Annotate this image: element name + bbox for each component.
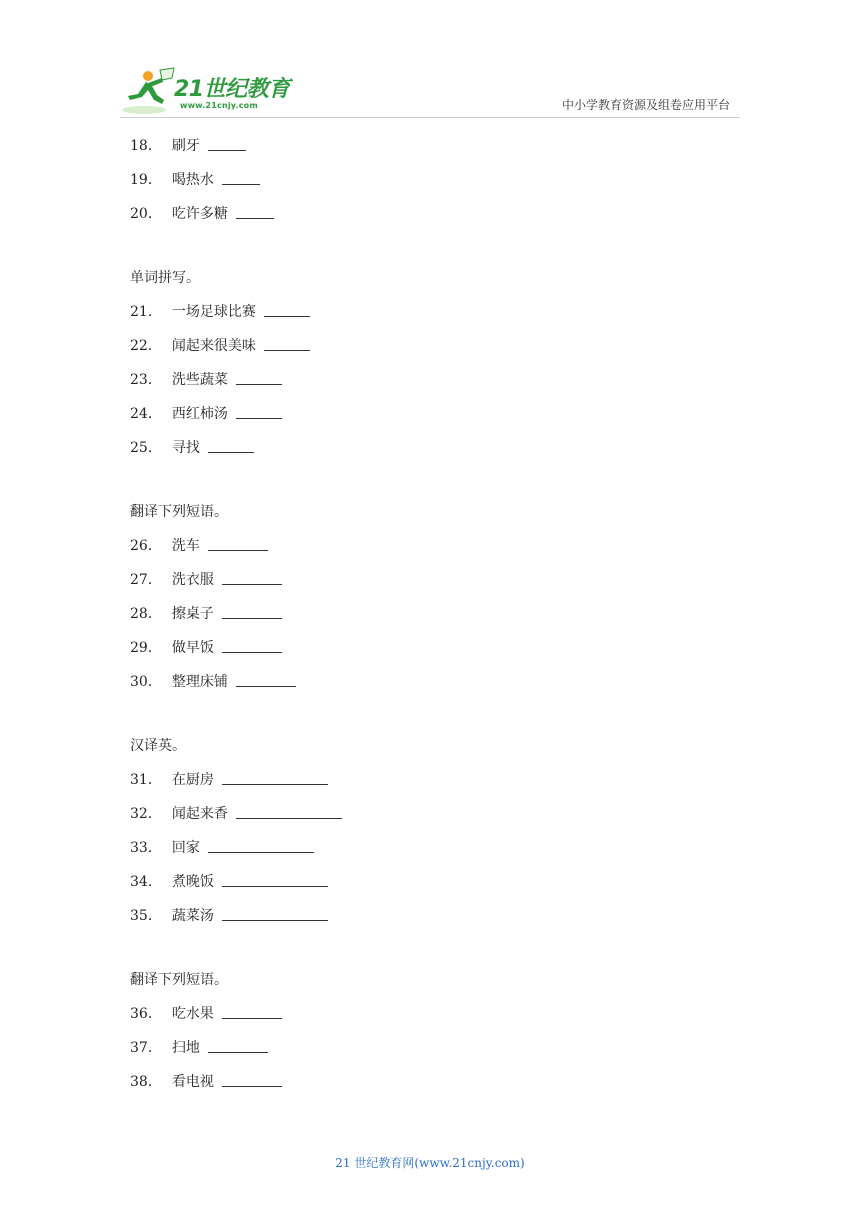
question-item bbox=[130, 770, 750, 804]
question-number: 37． bbox=[130, 1040, 162, 1056]
question-number: 30． bbox=[130, 674, 162, 690]
page-footer[interactable]: 21 世纪教育网(www.21cnjy.com) bbox=[335, 1156, 525, 1170]
question-number: 25． bbox=[130, 440, 162, 456]
question-item bbox=[130, 804, 750, 838]
question-text: 洗车 bbox=[171, 538, 200, 554]
section-title: 汉译英。 bbox=[130, 738, 186, 754]
logo-url: www.21cnjy.com bbox=[180, 101, 258, 110]
question-item bbox=[130, 604, 750, 638]
question-number: 33． bbox=[130, 840, 162, 856]
question-text: 吃许多糖 bbox=[171, 206, 228, 222]
brand-logo[interactable] bbox=[118, 66, 298, 118]
question-item bbox=[130, 438, 750, 472]
section-title: 单词拼写。 bbox=[130, 270, 200, 286]
question-number: 32． bbox=[130, 806, 162, 822]
question-text: 一场足球比赛 bbox=[171, 304, 256, 320]
answer-blank[interactable] bbox=[222, 1004, 282, 1019]
question-item bbox=[130, 336, 750, 370]
question-list bbox=[130, 136, 750, 1106]
question-text: 喝热水 bbox=[171, 172, 214, 188]
answer-blank[interactable] bbox=[236, 672, 296, 687]
answer-blank[interactable] bbox=[222, 170, 260, 185]
question-item bbox=[130, 906, 750, 940]
answer-blank[interactable] bbox=[222, 638, 282, 653]
question-item bbox=[130, 536, 750, 570]
question-number: 35． bbox=[130, 908, 162, 924]
question-number: 27． bbox=[130, 572, 162, 588]
question-item bbox=[130, 838, 750, 872]
question-text: 刷牙 bbox=[171, 138, 200, 154]
answer-blank[interactable] bbox=[208, 136, 246, 151]
question-number: 36． bbox=[130, 1006, 162, 1022]
question-number: 18． bbox=[130, 138, 162, 154]
question-item bbox=[130, 1072, 750, 1106]
question-text: 回家 bbox=[171, 840, 200, 856]
question-text: 闻起来很美味 bbox=[171, 338, 256, 354]
question-text: 擦桌子 bbox=[171, 606, 214, 622]
answer-blank[interactable] bbox=[222, 872, 328, 887]
section-chinese-to-english bbox=[130, 736, 750, 940]
question-text: 扫地 bbox=[171, 1040, 200, 1056]
question-number: 26． bbox=[130, 538, 162, 554]
section-gap bbox=[130, 706, 750, 736]
answer-blank[interactable] bbox=[208, 438, 254, 453]
question-text: 看电视 bbox=[171, 1074, 214, 1090]
question-item bbox=[130, 1004, 750, 1038]
question-number: 34． bbox=[130, 874, 162, 890]
question-item bbox=[130, 570, 750, 604]
question-number: 28． bbox=[130, 606, 162, 622]
section-gap bbox=[130, 472, 750, 502]
question-text: 煮晚饭 bbox=[171, 874, 214, 890]
answer-blank[interactable] bbox=[208, 838, 314, 853]
question-text: 洗衣服 bbox=[171, 572, 214, 588]
question-number: 31． bbox=[130, 772, 162, 788]
question-item bbox=[130, 302, 750, 336]
question-item bbox=[130, 672, 750, 706]
question-item bbox=[130, 638, 750, 672]
answer-blank[interactable] bbox=[236, 804, 342, 819]
question-number: 19． bbox=[130, 172, 162, 188]
logo-text: 21世纪教育 bbox=[174, 77, 290, 102]
question-item bbox=[130, 1038, 750, 1072]
section-continued bbox=[130, 136, 750, 238]
question-text: 寻找 bbox=[171, 440, 200, 456]
question-text: 洗些蔬菜 bbox=[171, 372, 228, 388]
section-gap bbox=[130, 940, 750, 970]
answer-blank[interactable] bbox=[222, 570, 282, 585]
section-translate-phrases bbox=[130, 502, 750, 706]
question-text: 蔬菜汤 bbox=[171, 908, 214, 924]
question-text: 做早饭 bbox=[171, 640, 214, 656]
question-text: 在厨房 bbox=[171, 772, 214, 788]
section-title: 翻译下列短语。 bbox=[130, 504, 228, 520]
section-spelling bbox=[130, 268, 750, 472]
question-item bbox=[130, 136, 750, 170]
section-title: 翻译下列短语。 bbox=[130, 972, 228, 988]
question-number: 23． bbox=[130, 372, 162, 388]
answer-blank[interactable] bbox=[208, 1038, 268, 1053]
answer-blank[interactable] bbox=[236, 404, 282, 419]
question-text: 闻起来香 bbox=[171, 806, 228, 822]
header-divider bbox=[120, 117, 740, 118]
header-tagline: 中小学教育资源及组卷应用平台 bbox=[561, 98, 730, 112]
question-number: 20． bbox=[130, 206, 162, 222]
question-number: 22． bbox=[130, 338, 162, 354]
answer-blank[interactable] bbox=[222, 604, 282, 619]
question-item bbox=[130, 872, 750, 906]
answer-blank[interactable] bbox=[264, 302, 310, 317]
question-item bbox=[130, 404, 750, 438]
answer-blank[interactable] bbox=[222, 906, 328, 921]
answer-blank[interactable] bbox=[236, 370, 282, 385]
section-gap bbox=[130, 238, 750, 268]
question-text: 吃水果 bbox=[171, 1006, 214, 1022]
answer-blank[interactable] bbox=[236, 204, 274, 219]
question-item bbox=[130, 204, 750, 238]
question-number: 21． bbox=[130, 304, 162, 320]
question-text: 西红柿汤 bbox=[171, 406, 228, 422]
question-number: 38． bbox=[130, 1074, 162, 1090]
question-number: 29． bbox=[130, 640, 162, 656]
question-text: 整理床铺 bbox=[171, 674, 228, 690]
page-header bbox=[0, 0, 860, 130]
answer-blank[interactable] bbox=[222, 770, 328, 785]
section-translate-phrases-2 bbox=[130, 970, 750, 1106]
question-number: 24． bbox=[130, 406, 162, 422]
question-item bbox=[130, 170, 750, 204]
answer-blank[interactable] bbox=[208, 536, 268, 551]
answer-blank[interactable] bbox=[222, 1072, 282, 1087]
answer-blank[interactable] bbox=[264, 336, 310, 351]
question-item bbox=[130, 370, 750, 404]
runner-icon bbox=[118, 66, 178, 118]
